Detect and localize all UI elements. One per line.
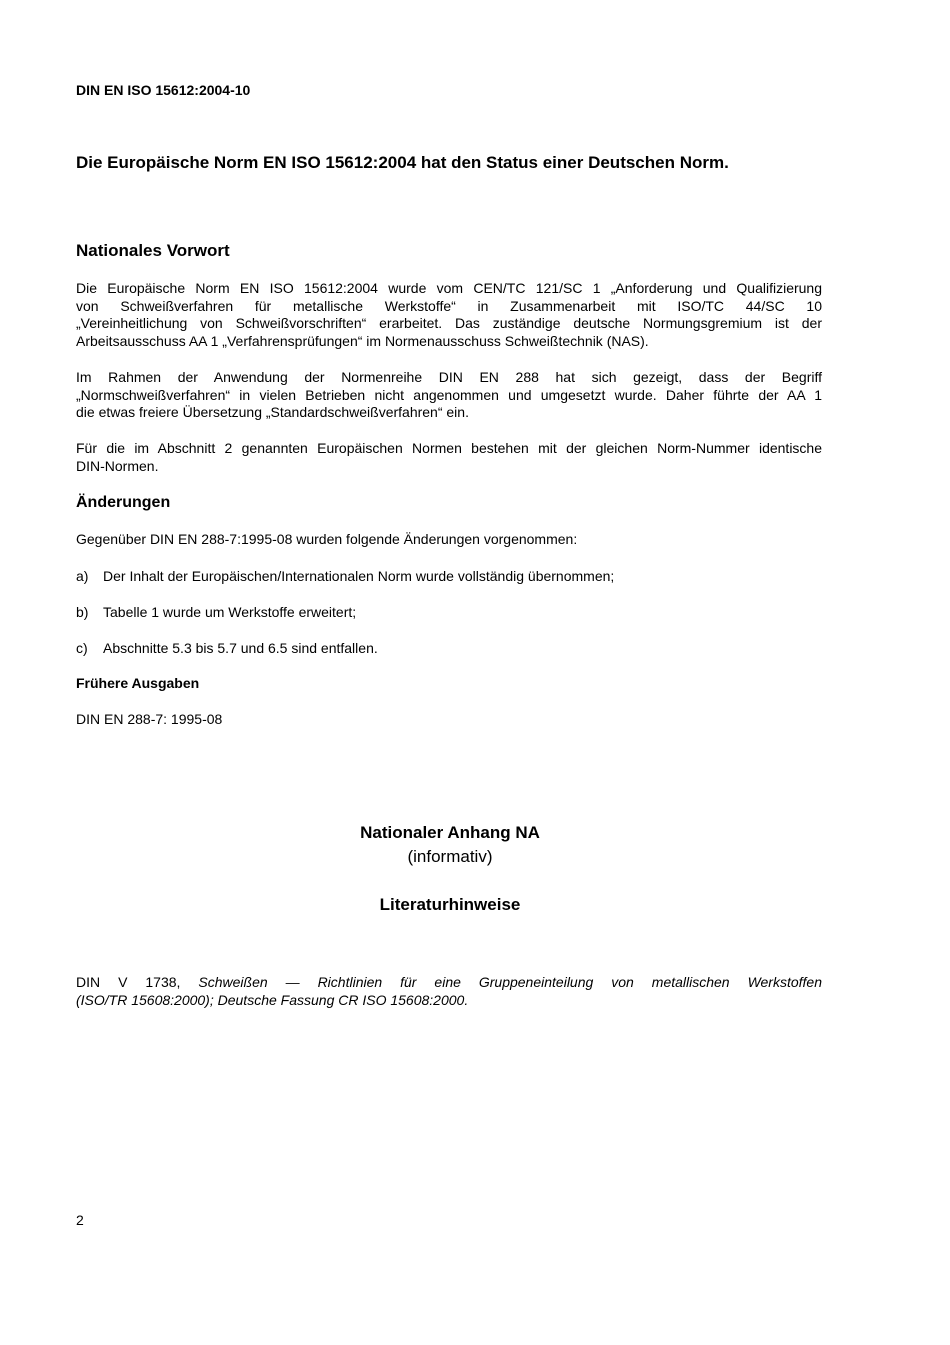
text-line bbox=[76, 992, 822, 1010]
section-heading-vorwort: Nationales Vorwort bbox=[76, 241, 230, 260]
list-text: Der Inhalt der Europäischen/Internationalen Norm wurde vollständig übernommen; bbox=[103, 568, 615, 584]
text-line: Im Rahmen der Anwendung der Normenreihe DIN EN 288 hat sich gezeigt, dass der Begriff bbox=[76, 369, 822, 385]
section-heading-fruehere-ausgaben: Frühere Ausgaben bbox=[76, 675, 200, 691]
page-number: 2 bbox=[76, 1212, 84, 1228]
list-text: Tabelle 1 wurde um Werkstoffe erweitert; bbox=[103, 604, 357, 620]
text-line: Für die im Abschnitt 2 genannten Europäischen Normen bestehen mit der gleichen Norm-Nummer identische bbox=[76, 440, 822, 456]
fruehere-ausgaben-text: DIN EN 288-7: 1995-08 bbox=[76, 711, 223, 727]
list-marker: b) bbox=[76, 604, 89, 620]
reference-id: DIN V 1738, bbox=[76, 974, 181, 990]
reference-title-cont: (ISO/TR 15608:2000); Deutsche Fassung CR ISO 15608:2000. bbox=[76, 991, 469, 1008]
aenderungen-intro: Gegenüber DIN EN 288-7:1995-08 wurden folgende Änderungen vorgenommen: bbox=[76, 531, 578, 547]
text-line: Die Europäische Norm EN ISO 15612:2004 wurde vom CEN/TC 121/SC 1 „Anforderung und Qualifizierung bbox=[76, 280, 822, 296]
status-title: Die Europäische Norm EN ISO 15612:2004 hat den Status einer Deutschen Norm. bbox=[76, 153, 729, 172]
list-marker: c) bbox=[76, 640, 88, 656]
text-line: die etwas freiere Übersetzung „Standardschweißverfahren“ ein. bbox=[76, 404, 469, 420]
text-line bbox=[76, 974, 822, 992]
text-line: Arbeitsausschuss AA 1 „Verfahrensprüfungen“ im Normenausschuss Schweißtechnik (NAS). bbox=[76, 332, 649, 349]
list-item bbox=[76, 640, 378, 656]
text-line: DIN-Normen. bbox=[76, 457, 159, 474]
list-text: Abschnitte 5.3 bis 5.7 und 6.5 sind entfallen. bbox=[103, 640, 378, 656]
annex-title: Nationaler Anhang NA bbox=[360, 823, 540, 842]
list-item bbox=[76, 568, 614, 584]
text-line: „Vereinheitlichung von Schweißvorschriften“ erarbeitet. Das zuständige deutsche Normungsgremium ist der bbox=[76, 315, 822, 331]
document-header: DIN EN ISO 15612:2004-10 bbox=[76, 82, 251, 98]
bibliography-heading: Literaturhinweise bbox=[379, 895, 521, 914]
section-heading-aenderungen: Änderungen bbox=[76, 494, 171, 511]
text-line: von Schweißverfahren für metallische Werkstoffe“ in Zusammenarbeit mit ISO/TC 44/SC 10 bbox=[76, 297, 822, 314]
text-line: „Normschweißverfahren“ in vielen Betrieben nicht angenommen und umgesetzt wurde. Daher führte der AA 1 bbox=[76, 386, 822, 403]
reference-title: Schweißen — Richtlinien für eine Gruppeneinteilung von metallischen Werkstoffen bbox=[198, 974, 822, 990]
annex-subtitle: (informativ) bbox=[407, 847, 493, 866]
list-item bbox=[76, 604, 356, 620]
list-marker: a) bbox=[76, 568, 89, 584]
